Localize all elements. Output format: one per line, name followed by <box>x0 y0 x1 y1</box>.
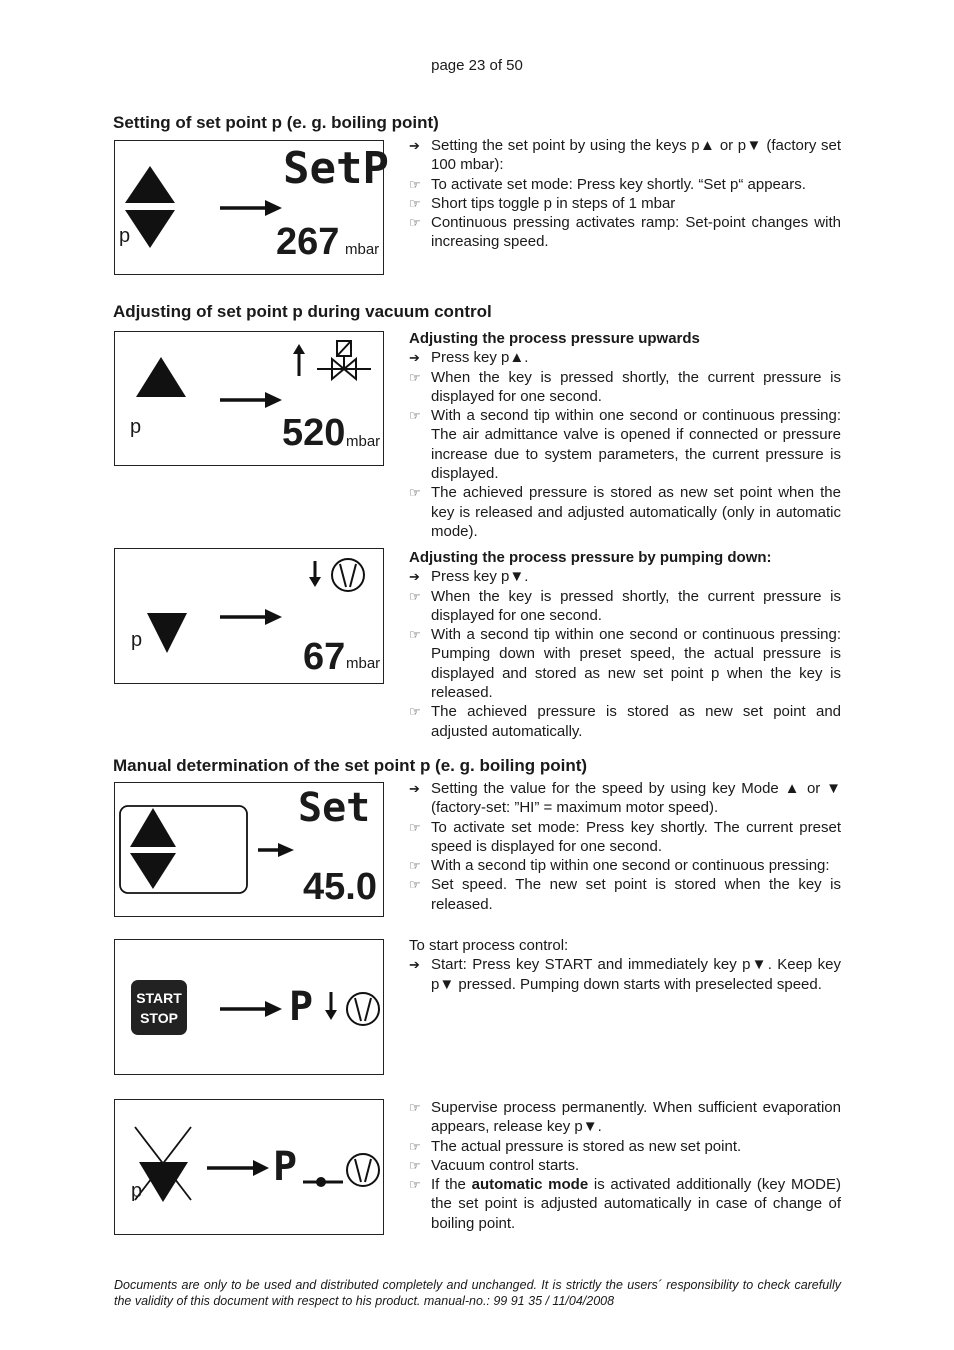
display-text-setp: SetP <box>283 143 389 194</box>
display-text-p: P <box>273 1144 298 1190</box>
display-panel-control <box>114 1099 384 1235</box>
instruction-text: When the key is pressed shortly, the current pressure is displayed for one second. <box>431 368 841 405</box>
instructions-pressure-down <box>409 548 841 741</box>
footer-disclaimer: Documents are only to be used and distributed completely and unchanged. It is strictly the users´ responsibility to check carefully the validity of this document with respect to his product. manual-no.: 99 91 35 / 11/04/2008 <box>114 1278 841 1308</box>
hand-pointer-icon: ☞ <box>409 819 421 835</box>
instructions-set-point <box>409 136 841 252</box>
down-triangle-key <box>139 1162 188 1202</box>
pump-icon <box>347 993 379 1025</box>
instruction-text: The achieved pressure is stored as new set point and adjusted automatically. <box>431 703 841 740</box>
display-text-set: Set <box>298 785 371 831</box>
arrow-right-icon <box>265 609 282 625</box>
display-panel-pressure-down <box>114 548 384 684</box>
key-label-p: p <box>131 629 143 651</box>
instruction-text: To activate set mode: Press key shortly. “Set p“ appears. <box>431 175 806 193</box>
pump-icon <box>332 559 364 591</box>
display-panel-set-point <box>114 140 389 275</box>
instruction-text: Set speed. The new set point is stored when the key is released. <box>431 876 841 913</box>
instruction-text <box>431 1175 841 1233</box>
instruction-text: Supervise process permanently. When sufficient evaporation appears, release key p▼. <box>431 1099 841 1136</box>
instruction-text-part: is activated additionally (key MODE) the set point is adjusted automatically in case of change of boiling point. <box>431 1176 841 1232</box>
instruction-text: Press key p▲. <box>431 349 529 367</box>
arrow-marker-icon: ➔ <box>409 569 420 585</box>
instruction-text: To activate set mode: Press key shortly. The current preset speed is displayed for one second. <box>431 818 841 855</box>
instructions-start <box>409 936 841 994</box>
display-panel-speed <box>114 782 384 917</box>
hand-pointer-icon: ☞ <box>409 588 421 604</box>
key-label-p: p <box>119 225 131 247</box>
hand-pointer-icon: ☞ <box>409 369 421 385</box>
hand-pointer-icon: ☞ <box>409 195 421 211</box>
display-panel-pressure-up <box>114 331 384 466</box>
hand-pointer-icon: ☞ <box>409 408 421 424</box>
hand-pointer-icon: ☞ <box>409 1138 421 1154</box>
arrow-down-icon <box>309 577 321 587</box>
arrow-right-icon <box>265 392 282 408</box>
instruction-text: Vacuum control starts. <box>431 1156 580 1174</box>
arrow-right-icon <box>253 1160 269 1176</box>
section-heading-adjusting: Adjusting of set point p during vacuum control <box>113 302 492 321</box>
up-triangle-key <box>136 357 186 397</box>
pressure-value: 67 <box>303 636 346 678</box>
arrow-right-icon <box>265 200 282 216</box>
sub-heading: Adjusting the process pressure by pumping down: <box>409 549 772 566</box>
up-triangle-key <box>130 808 176 847</box>
stop-key-label: STOP <box>140 1010 178 1026</box>
hand-pointer-icon: ☞ <box>409 176 421 192</box>
valve-icon <box>317 341 371 379</box>
arrow-right-icon <box>278 843 294 857</box>
arrow-right-icon <box>265 1001 282 1017</box>
up-triangle-key <box>125 166 175 203</box>
page-number: page 23 of 50 <box>431 57 523 74</box>
instruction-text: With a second tip within one second or continuous pressing: Pumping down with preset speed, the actual pressure is displayed and stored as new set point p when the key is released. <box>431 626 841 702</box>
unit-label: mbar <box>345 241 380 258</box>
automatic-mode-emphasis: automatic mode <box>471 1176 589 1194</box>
instruction-text: Short tips toggle p in steps of 1 mbar <box>431 194 676 212</box>
instruction-text: The actual pressure is stored as new set point. <box>431 1137 742 1155</box>
arrow-up-icon <box>293 344 305 354</box>
hand-pointer-icon: ☞ <box>409 1157 421 1173</box>
unit-label: mbar <box>346 433 381 450</box>
instruction-text-part: If the <box>431 1176 472 1194</box>
instruction-text: With a second tip within one second or continuous pressing: <box>431 857 830 875</box>
instruction-text: The achieved pressure is stored as new set point when the key is released and adjusted automatically (only in automatic mode). <box>431 484 841 540</box>
unit-label: mbar <box>346 655 381 672</box>
hand-pointer-icon: ☞ <box>409 858 421 874</box>
hand-pointer-icon: ☞ <box>409 877 421 893</box>
hand-pointer-icon: ☞ <box>409 1100 421 1115</box>
instruction-text: When the key is pressed shortly, the current pressure is displayed for one second. <box>431 587 841 624</box>
instruction-text: Start: Press key START and immediately key p▼. Keep key p▼ pressed. Pumping down starts with preselected speed. <box>431 956 841 993</box>
panel-graphics <box>115 1100 385 1236</box>
instruction-text: Press key p▼. <box>431 568 529 586</box>
hand-pointer-icon: ☞ <box>409 627 421 643</box>
instructions-control <box>409 1098 841 1233</box>
hand-pointer-icon: ☞ <box>409 1177 421 1193</box>
start-stop-key <box>131 980 187 1035</box>
down-triangle-key <box>125 210 175 248</box>
key-label-p: p <box>130 416 142 438</box>
arrow-marker-icon: ➔ <box>409 957 420 973</box>
instruction-text: With a second tip within one second or continuous pressing: The air admittance valve is opened if connected or pressure increase due to system parameters, the current pressure is displayed. <box>431 407 841 483</box>
arrow-marker-icon: ➔ <box>409 138 420 153</box>
down-triangle-key <box>147 613 187 653</box>
instruction-text: Setting the value for the speed by using key Mode ▲ or ▼ (factory-set: ”HI” = maximum motor speed). <box>431 780 841 817</box>
arrow-down-icon <box>325 1010 337 1020</box>
instructions-pressure-up <box>409 329 841 541</box>
section-heading-manual: Manual determination of the set point p (e. g. boiling point) <box>113 756 588 775</box>
hand-pointer-icon: ☞ <box>409 485 421 501</box>
section-heading-set-point: Setting of set point p (e. g. boiling point) <box>113 113 439 132</box>
instruction-text: Continuous pressing activates ramp: Set-point changes with increasing speed. <box>431 214 841 251</box>
arrow-marker-icon: ➔ <box>409 781 420 796</box>
start-key-label: START <box>136 990 182 1006</box>
hand-pointer-icon: ☞ <box>409 704 421 720</box>
display-text-p: P <box>289 984 314 1030</box>
instructions-speed <box>409 779 841 914</box>
intro-text: To start process control: <box>409 937 569 954</box>
display-panel-start <box>114 939 384 1075</box>
hand-pointer-icon: ☞ <box>409 215 421 231</box>
pump-icon <box>347 1154 379 1186</box>
arrow-marker-icon: ➔ <box>409 350 420 366</box>
sub-heading: Adjusting the process pressure upwards <box>409 330 700 347</box>
key-label-p: p <box>131 1180 143 1202</box>
pressure-value: 520 <box>282 412 346 454</box>
instruction-text: Setting the set point by using the keys p▲ or p▼ (factory set 100 mbar): <box>431 137 841 174</box>
speed-value: 45.0 <box>303 866 377 908</box>
mode-key-frame <box>120 806 247 893</box>
down-triangle-key <box>130 853 176 889</box>
panel-graphics <box>115 940 385 1076</box>
pressure-value: 267 <box>276 221 340 263</box>
